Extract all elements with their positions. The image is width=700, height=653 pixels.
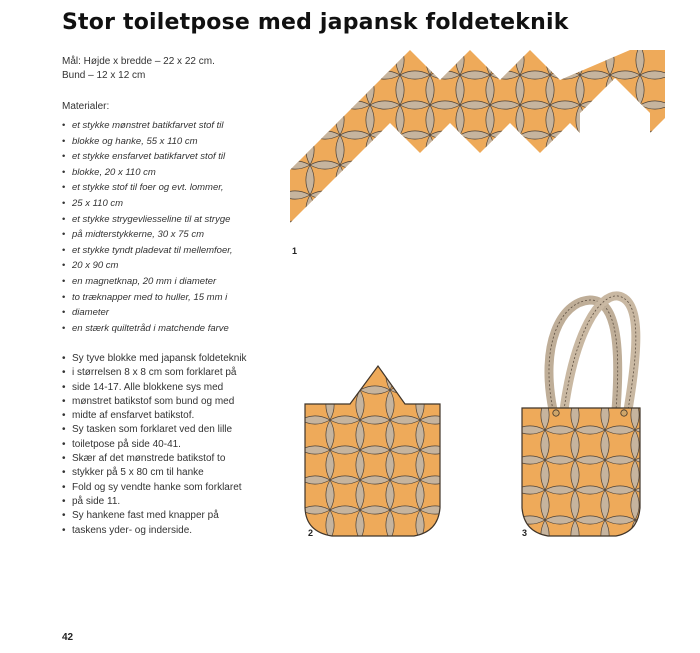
step-item-continued: • på side 11. (62, 495, 277, 509)
step-item: • Skær af det mønstrede batikstof to (62, 452, 277, 466)
material-item-continued: • blokke og hanke, 55 x 110 cm (62, 134, 277, 150)
step-item: • Fold og sy vendte hanke som forklaret (62, 481, 277, 495)
petal (635, 516, 665, 524)
material-item: • et stykke tyndt pladevat til mellemfoer, (62, 243, 277, 259)
step-item-continued: • i størrelsen 8 x 8 cm som forklaret på (62, 366, 277, 380)
material-item-continued: • på midterstykkerne, 30 x 75 cm (62, 227, 277, 243)
button-left (553, 410, 559, 416)
handle-right (564, 296, 636, 410)
step-item-continued: • mønstret batikstof som bund og med (62, 395, 277, 409)
page-number: 42 (62, 632, 74, 643)
step-item: • Sy tasken som forklaret ved den lille (62, 423, 277, 437)
material-item: • et stykke stof til foer og evt. lommer, (62, 180, 277, 196)
step-item-continued: • stykker på 5 x 80 cm til hanke (62, 466, 277, 480)
figure-2-label: 2 (308, 528, 314, 538)
material-item-continued: • blokke, 20 x 110 cm (62, 165, 277, 181)
dimensions-line: Bund – 12 x 12 cm (62, 70, 146, 81)
petal (511, 430, 519, 460)
petal (511, 460, 519, 490)
material-item: • et stykke ensfarvet batikfarvet stof til (62, 149, 277, 165)
material-item: • en stærk quiltetråd i matchende farve (62, 321, 277, 337)
material-item-continued: • 25 x 110 cm (62, 196, 277, 212)
petal (511, 520, 519, 550)
figure-3-label: 3 (522, 528, 528, 538)
step-item-continued: • toiletpose på side 40-41. (62, 438, 277, 452)
materials-heading: Materialer: (62, 101, 110, 112)
step-item: • Sy hankene fast med knapper på (62, 509, 277, 523)
petal (511, 400, 519, 430)
petal (635, 396, 665, 404)
page-title: Stor toiletpose med japansk foldeteknik (62, 10, 569, 35)
handle-left (549, 300, 618, 410)
step-item-continued: • midte af ensfarvet batikstof. (62, 409, 277, 423)
dimensions-line: Mål: Højde x bredde – 22 x 22 cm. (62, 56, 215, 67)
material-item: • et stykke strygevliesseline til at stryge (62, 212, 277, 228)
step-item-continued: • taskens yder- og inderside. (62, 524, 277, 538)
figure-1-label: 1 (292, 246, 298, 256)
step-item: • Sy tyve blokke med japansk foldeteknik (62, 352, 277, 366)
material-item: • en magnetknap, 20 mm i diameter (62, 274, 277, 290)
petal (511, 490, 519, 520)
step-item-continued: • side 14-17. Alle blokkene sys med (62, 381, 277, 395)
material-item-continued: • diameter (62, 305, 277, 321)
material-item: • to træknapper med to huller, 15 mm i (62, 290, 277, 306)
button-right (621, 410, 627, 416)
material-item-continued: • 20 x 90 cm (62, 258, 277, 274)
material-item: • et stykke mønstret batikfarvet stof til (62, 118, 277, 134)
petal (575, 396, 605, 404)
petal (515, 396, 545, 404)
